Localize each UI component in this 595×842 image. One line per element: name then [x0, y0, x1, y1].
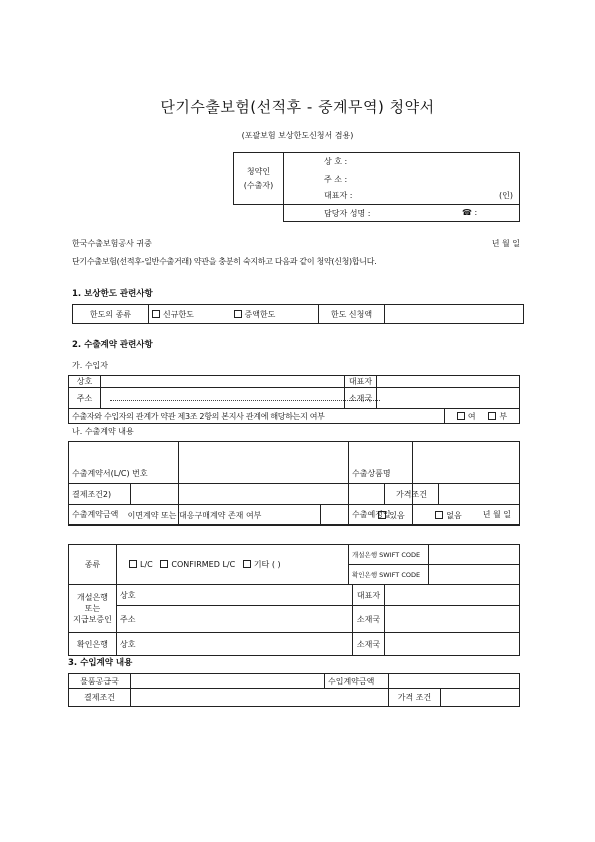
seal-mark: (인)	[499, 191, 513, 201]
confirm-bank-country-field[interactable]	[385, 633, 520, 656]
section1-heading: 1. 보상한도 관련사항	[72, 289, 153, 299]
lc-type-table	[68, 544, 520, 585]
lc-type-label: 종류	[69, 545, 117, 585]
applicant-address-field[interactable]: 주 소 :	[284, 171, 520, 188]
import-price-terms-field[interactable]	[441, 689, 520, 707]
importer-name-field[interactable]	[101, 376, 345, 388]
import-payment-field[interactable]	[131, 689, 389, 707]
addressee: 한국수출보험공사 귀중	[72, 239, 152, 248]
dual-contract-question: 이면계약 또는 대응구매계약 존재 여부	[69, 505, 321, 526]
confirm-bank-name-label: 상호	[117, 633, 131, 656]
bank-country-label: 소재국	[353, 606, 385, 633]
importer-country-label: 소재국	[345, 388, 377, 409]
bank-ceo-label: 대표자	[353, 585, 385, 606]
shipment-label: 수출예정일	[349, 505, 413, 525]
checkbox-icon[interactable]	[435, 511, 443, 519]
shipment-date-field[interactable]: 년 월 일	[413, 505, 520, 525]
dual-contract-table	[68, 504, 520, 526]
confirm-swift-label: 확인은행 SWIFT CODE	[349, 565, 429, 585]
new-limit-checkbox[interactable]: 신규한도	[149, 305, 231, 324]
relation-question: 수출자와 수입자의 관계가 약관 제3조 2항의 본지사 관계에 해당하는지 여부	[69, 409, 445, 424]
payment-field[interactable]	[131, 484, 385, 505]
opening-bank-label: 개설은행 또는 지급보증인	[69, 585, 117, 633]
importer-table	[68, 375, 520, 424]
bank-address-label: 주소	[117, 606, 131, 633]
amount-label: 수출계약금액	[69, 505, 179, 525]
payment-table	[68, 483, 520, 505]
statement: 단기수출보험(선적후-일반수출거래) 약관을 충분히 숙지하고 다음과 같이 청약(신청)합니다.	[72, 257, 377, 266]
checkbox-icon[interactable]	[160, 560, 168, 568]
increase-limit-checkbox[interactable]: 증액한도	[231, 305, 319, 324]
limit-amount-field[interactable]	[385, 305, 524, 324]
bank-name-field[interactable]	[131, 585, 353, 606]
import-amount-field[interactable]	[389, 674, 520, 689]
supplier-country-label: 물품공급국	[69, 674, 131, 689]
page-title: 단기수출보험(선적후 - 중계무역) 청약서	[160, 98, 435, 116]
importer-ceo-field[interactable]	[377, 376, 520, 388]
supplier-country-field[interactable]	[131, 674, 325, 689]
price-terms-label: 가격조건	[385, 484, 439, 505]
checkbox-icon[interactable]	[152, 310, 160, 318]
dotted-line	[110, 396, 380, 401]
lc-type-options[interactable]: L/C CONFIRMED L/C 기타 ( )	[117, 545, 349, 585]
opening-swift-label: 개설은행 SWIFT CODE	[349, 545, 429, 565]
section3-heading: 3. 수입계약 내용	[68, 658, 133, 668]
product-label: 수출상품명	[349, 442, 413, 505]
importer-address-field[interactable]	[101, 388, 345, 409]
limit-table	[72, 304, 524, 324]
relation-options[interactable]: 여 부	[445, 409, 520, 424]
dual-contract-options[interactable]: 있음 없음	[321, 505, 520, 526]
applicant-table	[233, 152, 520, 222]
page-subtitle: (포괄보험 보상한도신청서 겸용)	[241, 131, 354, 140]
checkbox-icon[interactable]	[243, 560, 251, 568]
bank-ceo-field[interactable]	[385, 585, 520, 606]
applicant-name-field[interactable]: 상 호 :	[284, 153, 520, 171]
price-terms-field[interactable]	[439, 484, 520, 505]
checkbox-icon[interactable]	[129, 560, 137, 568]
opening-swift-field[interactable]	[429, 545, 520, 565]
application-date: 년 월 일	[491, 239, 520, 248]
importer-name-label: 상호	[69, 376, 101, 388]
import-price-terms-label: 가격 조건	[389, 689, 441, 707]
confirm-swift-field[interactable]	[429, 565, 520, 585]
bank-country-field[interactable]	[385, 606, 520, 633]
applicant-label: 청약인 (수출자)	[234, 153, 284, 205]
section2-heading: 2. 수출계약 관련사항	[72, 340, 153, 350]
phone-label: ☎ :	[462, 207, 478, 217]
limit-type-label: 한도의 종류	[73, 305, 149, 324]
contract-subheading: 나. 수출계약 내용	[72, 427, 134, 436]
importer-country-field[interactable]	[377, 388, 520, 409]
limit-amount-label: 한도 신청액	[319, 305, 385, 324]
confirm-bank-name-field[interactable]	[131, 633, 353, 656]
checkbox-icon[interactable]	[488, 412, 496, 420]
applicant-ceo-field[interactable]: 대표자 : (인)	[284, 188, 520, 205]
import-contract-table	[68, 673, 520, 707]
bank-table	[68, 584, 520, 656]
manager-field[interactable]: 담당자 성명 : ☎ :	[284, 205, 520, 222]
payment-label: 결제조건2)	[69, 484, 131, 505]
bank-address-field[interactable]	[131, 606, 353, 633]
bank-name-label: 상호	[117, 585, 131, 606]
checkbox-icon[interactable]	[378, 511, 386, 519]
checkbox-icon[interactable]	[457, 412, 465, 420]
importer-ceo-label: 대표자	[345, 376, 377, 388]
importer-address-label: 주소	[69, 388, 101, 409]
confirm-bank-label: 확인은행	[69, 633, 117, 656]
contract-no-label: 수출계약서(L/C) 번호	[69, 442, 179, 505]
checkbox-icon[interactable]	[234, 310, 242, 318]
confirm-bank-country-label: 소재국	[353, 633, 385, 656]
importer-subheading: 가. 수입자	[72, 361, 108, 370]
import-amount-label: 수입계약금액	[325, 674, 389, 689]
import-payment-label: 결제조건	[69, 689, 131, 707]
